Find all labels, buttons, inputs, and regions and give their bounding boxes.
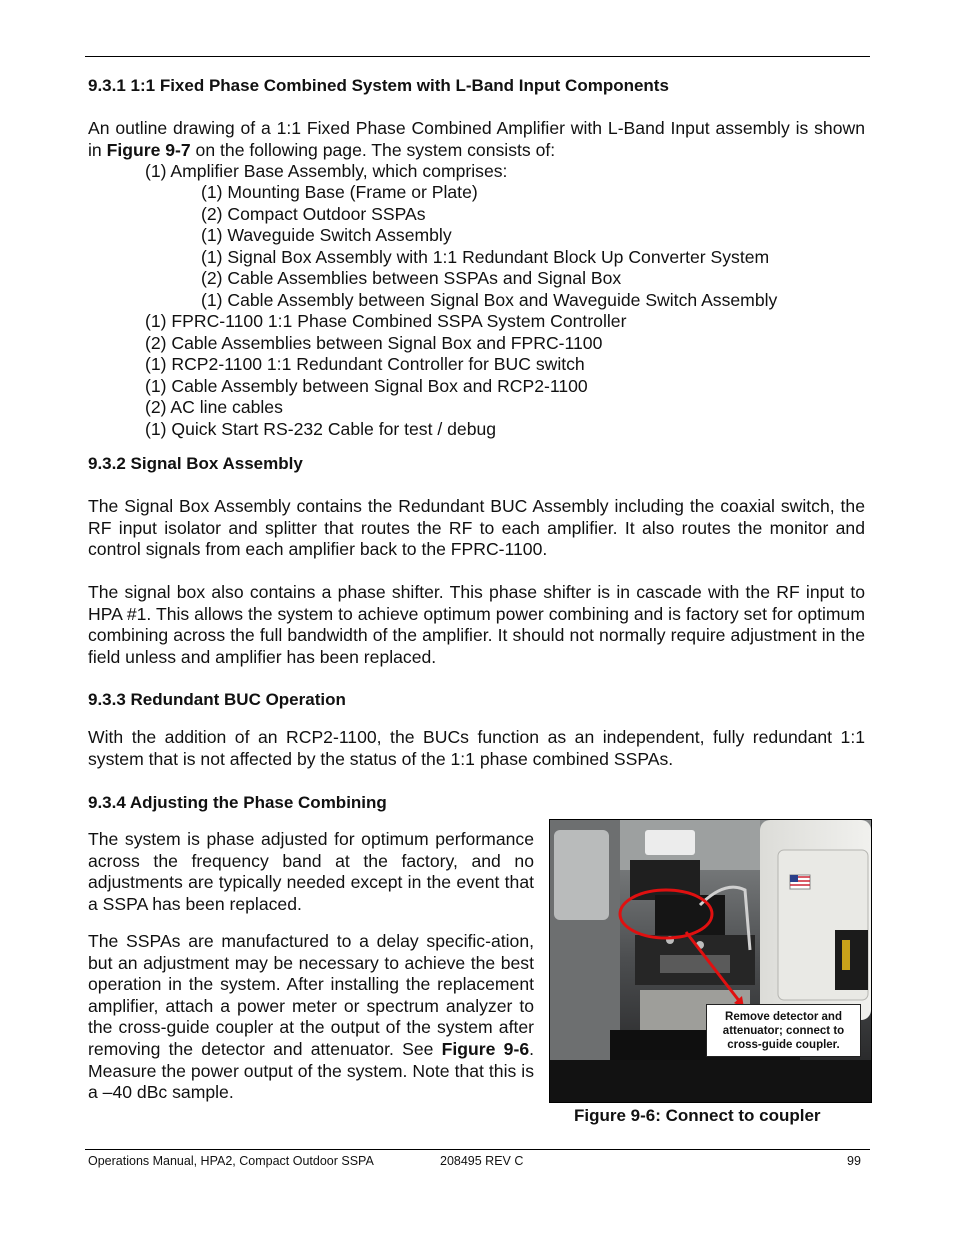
- list-item: (1) Waveguide Switch Assembly: [201, 225, 452, 245]
- section-9-3-2-paragraph-1: The Signal Box Assembly contains the Redundant BUC Assembly including the coaxial switch, the RF input isolator and splitter that routes the RF to each amplifier. It also routes the monitor and control signals from each amplifier back to the FPRC-1100.: [88, 496, 865, 560]
- figure-callout: Remove detector and attenuator; connect to cross-guide coupler.: [706, 1004, 861, 1057]
- list-item: (1) Mounting Base (Frame or Plate): [201, 182, 478, 202]
- list-item: (1) RCP2-1100 1:1 Redundant Controller for BUC switch: [145, 354, 585, 374]
- figure-9-7-reference: Figure 9-7: [106, 139, 191, 160]
- section-9-3-2-heading: 9.3.2 Signal Box Assembly: [88, 454, 303, 473]
- coupler-photo: [549, 819, 872, 1103]
- list-item: (1) Cable Assembly between Signal Box and RCP2-1100: [145, 376, 588, 396]
- figure-caption: Figure 9-6: Connect to coupler: [574, 1106, 821, 1125]
- list-item: (1) Signal Box Assembly with 1:1 Redundant Block Up Converter System: [201, 247, 770, 267]
- section-9-3-1-intro: [88, 118, 865, 161]
- list-item: (1) Quick Start RS-232 Cable for test / debug: [145, 419, 497, 439]
- footer-rule: [85, 1149, 870, 1150]
- intro-text-end: on the following page. The system consists of:: [190, 139, 556, 160]
- section-9-3-3-paragraph: With the addition of an RCP2-1100, the BUCs function as an independent, fully redundant 1:1 system that is not affected by the status of the 1:1 phase combined SSPAs.: [88, 727, 865, 769]
- intro-text: An outline drawing of a 1:1 Fixed Phase Combined Amplifier with L-Band Input assembly is shown in: [88, 118, 865, 160]
- list-item: (2) Cable Assemblies between Signal Box and FPRC-1100: [145, 333, 603, 353]
- list-item: (2) AC line cables: [145, 397, 283, 417]
- list-item: (2) Compact Outdoor SSPAs: [201, 204, 426, 224]
- footer-document-number: 208495 REV C: [440, 1154, 524, 1168]
- list-item: (2) Cable Assemblies between SSPAs and Signal Box: [201, 268, 622, 288]
- header-rule: [85, 56, 870, 57]
- coupler-photo-illustration: [550, 820, 871, 1102]
- figure-9-6-reference: Figure 9-6: [441, 1038, 530, 1059]
- footer-manual-title: Operations Manual, HPA2, Compact Outdoor SSPA: [88, 1154, 374, 1168]
- section-9-3-4-paragraph-1: The system is phase adjusted for optimum performance across the frequency band at the factory, and no adjustments are typically needed except in the event that a SSPA has been replaced.: [88, 829, 534, 914]
- section-9-3-2-paragraph-2: The signal box also contains a phase shifter. This phase shifter is in cascade with the RF input to HPA #1. This allows the system to achieve optimum power combining and is factory set for optimum combining across the full bandwidth of the amplifier. It should not normally require adjustment in the field unless and amplifier has been replaced.: [88, 582, 865, 667]
- section-9-3-4-paragraph-2: [88, 931, 534, 1104]
- list-item: (1) FPRC-1100 1:1 Phase Combined SSPA System Controller: [145, 311, 627, 331]
- section-9-3-1-heading: 9.3.1 1:1 Fixed Phase Combined System with L-Band Input Components: [88, 76, 669, 95]
- section-9-3-3-heading: 9.3.3 Redundant BUC Operation: [88, 690, 346, 709]
- paragraph-text-end: . Measure the power output of the system. Note that this is a –40 dBc sample.: [88, 1038, 534, 1103]
- list-item: (1) Cable Assembly between Signal Box and Waveguide Switch Assembly: [201, 290, 778, 310]
- paragraph-text: The SSPAs are manufactured to a delay specific-ation, but an adjustment may be necessary to achieve the best operation in the system. After installing the replacement amplifier, attach a power meter or spectrum analyzer to the cross-guide coupler at the output of the system after removing the detector and attenuator. See: [88, 931, 534, 1059]
- section-9-3-4-heading: 9.3.4 Adjusting the Phase Combining: [88, 793, 387, 812]
- list-item: (1) Amplifier Base Assembly, which comprises:: [145, 161, 508, 181]
- footer-page-number: 99: [847, 1154, 861, 1168]
